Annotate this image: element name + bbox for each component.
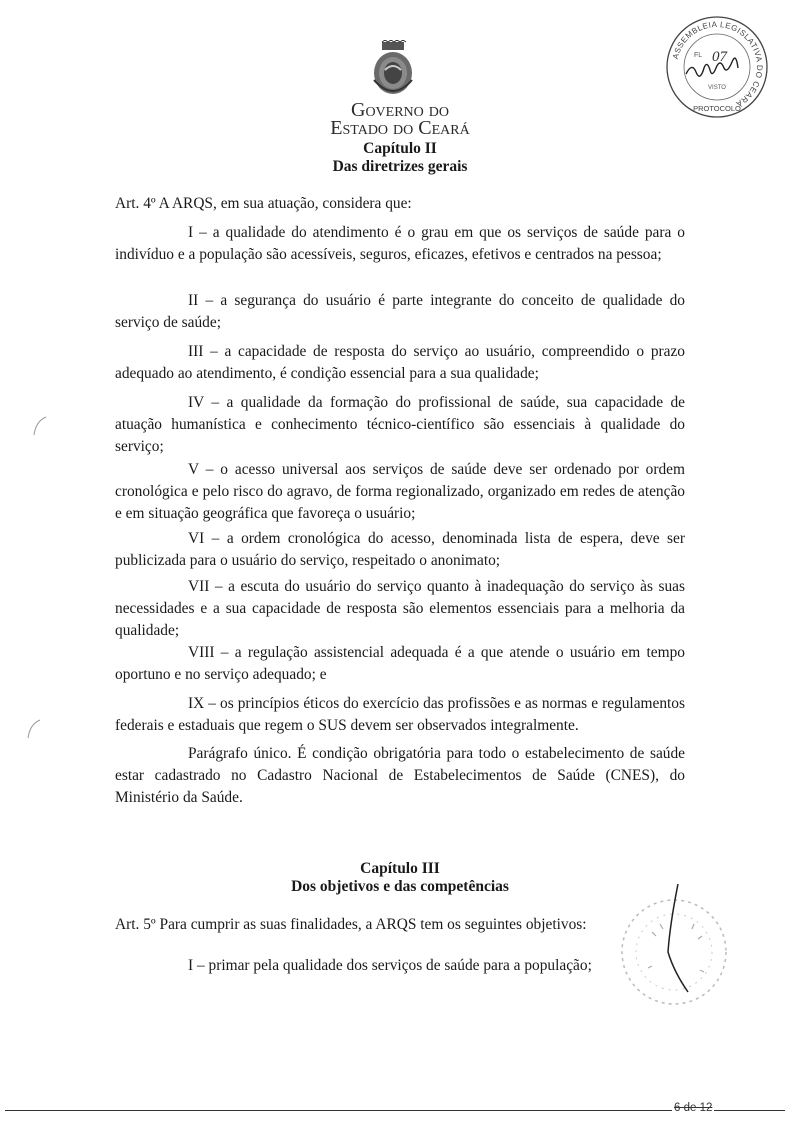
art4-item-7: VII – a escuta do usuário do serviço quanto à inadequação do serviço às suas necessidades e a sua capacidade de resposta são elementos essenciais para a melhoria da qualidade; <box>115 578 685 639</box>
art4-item-5: V – o acesso universal aos serviços de saúde deve ser ordenado por ordem cronológica e pelo risco do agravo, de forma regionalizado, organizado em redes de atenção e em situação geográfica que favoreça o usuário; <box>115 461 685 522</box>
art5-caput: Art. 5º Para cumprir as suas finalidades, a ARQS tem os seguintes objetivos: <box>115 916 587 933</box>
footer-rule <box>5 1110 785 1111</box>
stamp-ring-text: ASSEMBLEIA LEGISLATIVA DO CEARÁ <box>670 19 765 109</box>
chapter-3-title: Capítulo III <box>360 860 440 877</box>
stamp-bottom-text: PROTOCOLO <box>693 104 741 113</box>
stamp-small-label: VISTO <box>708 85 726 91</box>
faded-stamp <box>612 880 737 1020</box>
margin-mark-2 <box>24 718 42 740</box>
art4-item-8: VIII – a regulação assistencial adequada é a que atende o usuário em tempo oportuno e no serviço adequado; e <box>115 644 685 683</box>
stamp-sheet-label: FL <box>694 52 703 59</box>
government-title-line2: Estado do Ceará <box>330 117 470 139</box>
chapter-3-subtitle: Dos objetivos e das competências <box>291 878 509 895</box>
art4-item-4: IV – a qualidade da formação do profissional de saúde, sua capacidade de atuação humanística e conhecimento técnico-científico são essenciais à qualidade do serviço; <box>115 394 685 455</box>
art4-single-paragraph: Parágrafo único. É condição obrigatória para todo o estabelecimento de saúde estar cadastrado no Cadastro Nacional de Estabelecimentos de Saúde (CNES), do Ministério da Saúde. <box>115 745 685 806</box>
art4-item-3: III – a capacidade de resposta do serviço ao usuário, compreendido o prazo adequado ao atendimento, é condição essencial para a sua qualidade; <box>115 343 685 382</box>
chapter-2-subtitle: Das diretrizes gerais <box>332 158 468 175</box>
protocol-stamp <box>664 14 770 120</box>
chapter-2-title: Capítulo II <box>363 140 437 157</box>
coat-of-arms-icon <box>370 40 416 98</box>
art4-item-6: VI – a ordem cronológica do acesso, denominada lista de espera, deve ser publicizada para o usuário do serviço, respeitado o anonimato; <box>115 530 685 569</box>
stamp-sheet-number: 07 <box>712 49 727 65</box>
page-number: 6 de 12 <box>674 1102 713 1114</box>
government-title-line1: Governo do <box>351 99 449 121</box>
art4-item-9: IX – os princípios éticos do exercício das profissões e as normas e regulamentos federais e estaduais que regem o SUS devem ser observados integralmente. <box>115 695 685 734</box>
art4-item-1: I – a qualidade do atendimento é o grau em que os serviços de saúde para o indivíduo e a população são acessíveis, seguros, eficazes, efetivos e centrados na pessoa; <box>115 224 685 263</box>
art4-caput: Art. 4º A ARQS, em sua atuação, considera que: <box>115 195 412 212</box>
margin-mark-1 <box>30 415 48 437</box>
art4-item-2: II – a segurança do usuário é parte integrante do conceito de qualidade do serviço de saúde; <box>115 292 685 331</box>
art5-item-1: I – primar pela qualidade dos serviços de saúde para a população; <box>188 957 592 974</box>
